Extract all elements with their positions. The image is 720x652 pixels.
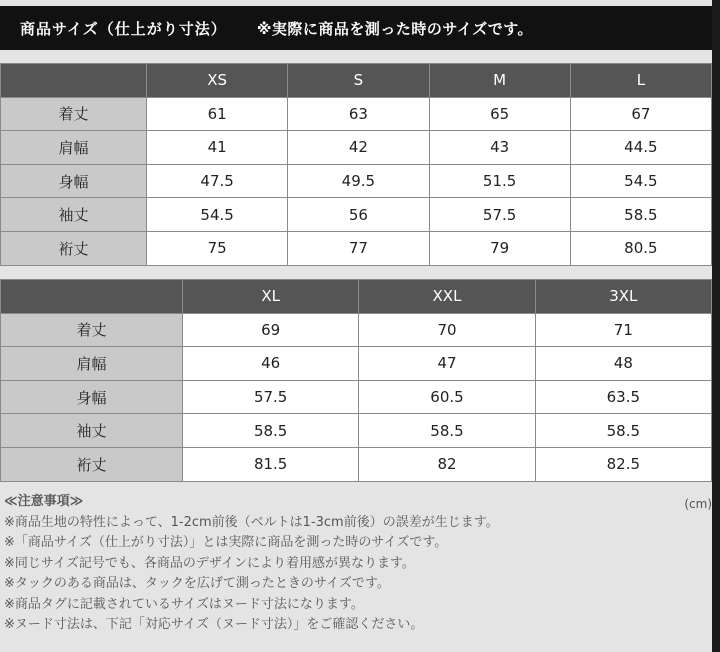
- table-cell: 43: [429, 131, 570, 165]
- note-item: ※タックのある商品は、タックを広げて測ったときのサイズです。: [4, 576, 390, 591]
- table-cell: 70: [359, 313, 535, 347]
- column-header: 3XL: [535, 280, 711, 314]
- table-cell: 49.5: [288, 164, 429, 198]
- row-label: 肩幅: [1, 131, 147, 165]
- table-cell: 42: [288, 131, 429, 165]
- note-item: ※商品タグに記載されているサイズはヌード寸法になります。: [4, 596, 364, 612]
- table-row: [1, 380, 712, 414]
- column-header: L: [570, 64, 711, 98]
- header-row: [1, 280, 712, 314]
- table-cell: 58.5: [570, 198, 711, 232]
- table-cell: 51.5: [429, 164, 570, 198]
- table-cell: 46: [183, 347, 359, 381]
- table-cell: 58.5: [535, 414, 711, 448]
- table-row: [1, 414, 712, 448]
- size-table-2: [0, 279, 712, 482]
- notes-section: [4, 492, 710, 636]
- note-item: ※「商品サイズ（仕上がり寸法）」とは実際に商品を測った時のサイズです。: [4, 535, 448, 550]
- table-cell: 81.5: [183, 447, 359, 481]
- header-row: [1, 64, 712, 98]
- column-header: XS: [147, 64, 288, 98]
- table-cell: 47.5: [147, 164, 288, 198]
- row-label: 身幅: [1, 164, 147, 198]
- table-row: [1, 313, 712, 347]
- row-label: 身幅: [1, 380, 183, 414]
- table-cell: 63: [288, 97, 429, 131]
- note-item: ※ヌード寸法は、下記「対応サイズ（ヌード寸法）」をご確認ください。: [4, 617, 424, 632]
- unit-label: (cm): [684, 497, 712, 511]
- table-cell: 47: [359, 347, 535, 381]
- table-row: [1, 97, 712, 131]
- table-row: [1, 231, 712, 265]
- corner-cell: [1, 64, 147, 98]
- table-cell: 57.5: [183, 380, 359, 414]
- size-table-1: [0, 63, 712, 266]
- corner-cell: [1, 280, 183, 314]
- table-cell: 41: [147, 131, 288, 165]
- right-edge-bar: [712, 0, 720, 652]
- table-cell: 44.5: [570, 131, 711, 165]
- table-cell: 71: [535, 313, 711, 347]
- row-label: 肩幅: [1, 347, 183, 381]
- note-item: ※同じサイズ記号でも、各商品のデザインにより着用感が異なります。: [4, 555, 415, 571]
- row-label: 着丈: [1, 97, 147, 131]
- table-cell: 60.5: [359, 380, 535, 414]
- table-row: [1, 447, 712, 481]
- row-label: 袖丈: [1, 414, 183, 448]
- row-label: 袖丈: [1, 198, 147, 232]
- table-cell: 63.5: [535, 380, 711, 414]
- table-cell: 61: [147, 97, 288, 131]
- table-cell: 57.5: [429, 198, 570, 232]
- page-title: 商品サイズ（仕上がり寸法）: [20, 19, 227, 38]
- row-label: 着丈: [1, 313, 183, 347]
- table-cell: 80.5: [570, 231, 711, 265]
- column-header: XXL: [359, 280, 535, 314]
- note-item: ※商品生地の特性によって、1-2cm前後（ベルトは1-3cm前後）の誤差が生じます。: [4, 514, 499, 530]
- table-cell: 77: [288, 231, 429, 265]
- table-row: [1, 347, 712, 381]
- table-cell: 82.5: [535, 447, 711, 481]
- table-cell: 58.5: [359, 414, 535, 448]
- table-row: [1, 198, 712, 232]
- table-cell: 69: [183, 313, 359, 347]
- row-label: 裄丈: [1, 447, 183, 481]
- table-cell: 48: [535, 347, 711, 381]
- column-header: XL: [183, 280, 359, 314]
- row-label: 裄丈: [1, 231, 147, 265]
- table-cell: 58.5: [183, 414, 359, 448]
- table-cell: 56: [288, 198, 429, 232]
- table-cell: 54.5: [570, 164, 711, 198]
- table-cell: 54.5: [147, 198, 288, 232]
- column-header: M: [429, 64, 570, 98]
- table-cell: 75: [147, 231, 288, 265]
- table-row: [1, 131, 712, 165]
- table-cell: 67: [570, 97, 711, 131]
- notes-title: ≪注意事項≫: [4, 494, 84, 509]
- page-header: [0, 6, 712, 50]
- page-subtitle: ※実際に商品を測った時のサイズです。: [256, 19, 533, 38]
- table-cell: 82: [359, 447, 535, 481]
- table-cell: 79: [429, 231, 570, 265]
- table-cell: 65: [429, 97, 570, 131]
- table-row: [1, 164, 712, 198]
- column-header: S: [288, 64, 429, 98]
